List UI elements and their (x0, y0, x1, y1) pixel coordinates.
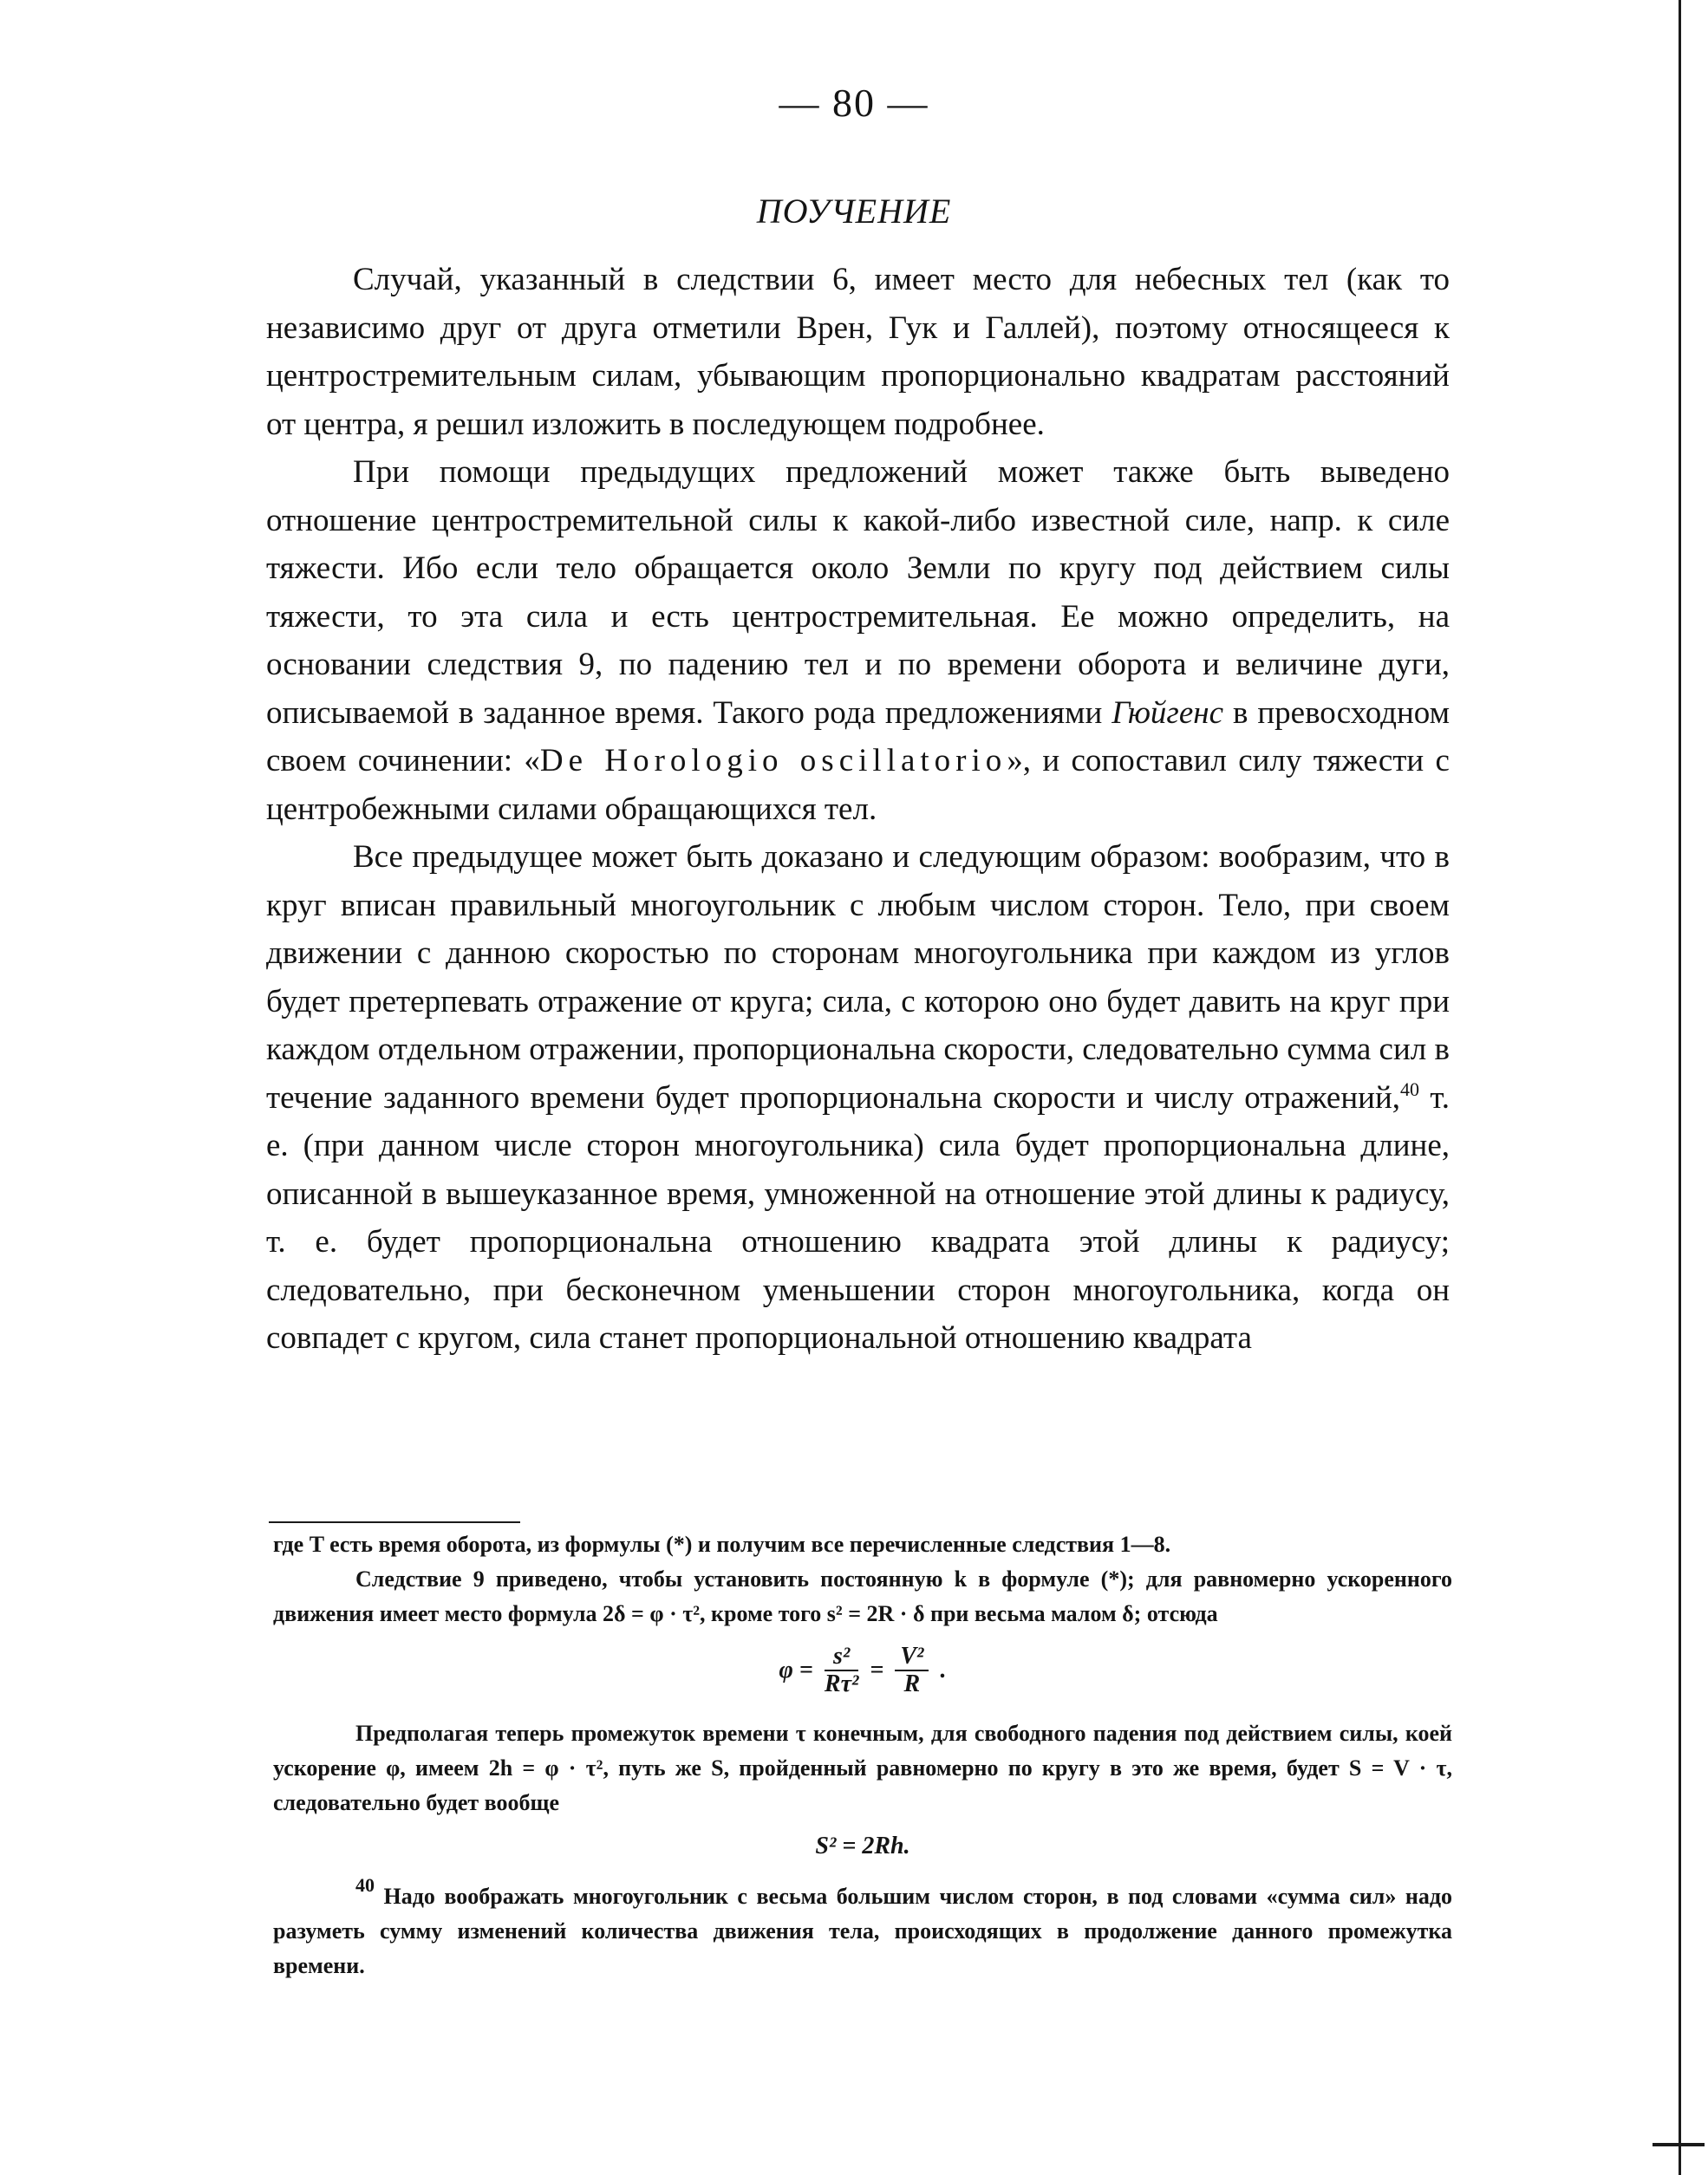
main-text (266, 256, 1450, 1363)
author-name: Гюйгенс (1112, 694, 1224, 731)
formula-phi-lhs: φ = (779, 1657, 813, 1683)
fraction-1 (825, 1644, 859, 1697)
paragraph-2-start: При помощи предыдущих предложений может также быть выведено отношение центростремительной силы к какой-либо известной силе, напр. к силе тяжести. Ибо если тело обращается около Земли по кругу под действием силы тяжести, то эта сила и есть центростремительная. Ее можно определить, на основании следствия 9, по падению тел и по времени оборота и величине дуги, описываемой в заданное время. Такого рода предложениями (266, 454, 1450, 731)
fraction-2 (895, 1644, 929, 1697)
paragraph-2 (266, 448, 1450, 833)
paragraph-2-mid: в превосходном своем сочинении: « (266, 694, 1450, 778)
fraction-2-denominator: R (903, 1670, 921, 1697)
fraction-1-numerator: s² (825, 1644, 859, 1671)
page-edge-line (1679, 0, 1681, 2175)
footnote-continuation: где T есть время оборота, из формулы (*) и получим все перечисленные следствия 1—8. (273, 1532, 1171, 1557)
formula-phi (273, 1644, 1452, 1697)
formula-s-squared: S² = 2Rh. (815, 1833, 910, 1859)
footnote-40-text: Надо воображать многоугольник с весьма большим числом сторон, в под словами «сумма сил» надо разуметь сумму изменений количества движения тела, происходящих в продолжение данного промежутка времени. (273, 1884, 1452, 1978)
paragraph-3-end: т. е. (при данном числе сторон многоугольника) сила будет пропорциональна длине, описанной в вышеуказанное время, умноженной на отношение этой длины к радиусу, т. е. будет пропорциональна отношению квадрата этой длины к радиусу; следовательно, при бесконечном уменьшении сторон многоугольника, когда он совпадет с кругом, сила станет пропорциональной отношению квадрата (266, 1079, 1450, 1356)
paragraph-3-start: Все предыдущее может быть доказано и следующим образом: вообразим, что в круг вписан правильный многоугольник с любым числом сторон. Тело, при своем движении с данною скоростью по сторонам многоугольника при каждом из углов будет претерпевать отражение от круга; сила, с которою оно будет давить на круг при каждом отдельном отражении, пропорциональна скорости, следовательно сумма сил в течение заданного времени будет пропорциональна скорости и числу отражений, (266, 839, 1450, 1116)
page-edge-tick (1653, 2143, 1705, 2146)
paragraph-2-end: », и сопоставил силу тяжести с центробежными силами обращающихся тел. (266, 743, 1450, 827)
fraction-1-denominator: Rτ² (824, 1670, 859, 1697)
footnotes (273, 1527, 1452, 1983)
section-title: ПОУЧЕНИЕ (756, 192, 952, 231)
footnote-free-fall: Предполагая теперь промежуток времени τ конечным, для свободного падения под действием силы, коей ускорение φ, имеем 2h = φ · τ², путь же S, пройденный равномерно по кругу в это же время, будет S = V · τ, следовательно будет вообще (273, 1721, 1452, 1815)
footnote-corollary-9: Следствие 9 приведено, чтобы установить постоянную k в формуле (*); для равномерно ускоренного движения имеет место формула 2δ = φ · τ², кроме того s² = 2R · δ при весьма малом δ; отсюда (273, 1566, 1452, 1626)
work-title: De Horologio oscillatorio (539, 743, 1007, 778)
footnote-40-number: 40 (355, 1874, 375, 1896)
formula-period: . (940, 1657, 947, 1683)
formula-equals: = (870, 1657, 884, 1683)
footnote-divider (269, 1521, 520, 1523)
page-number: — 80 — (779, 81, 929, 125)
paragraph-1: Случай, указанный в следствии 6, имеет место для небесных тел (как то независимо друг от друга отметили Врен, Гук и Галлей), поэтому относящееся к центростремительным силам, убывающим пропорционально квадратам расстояний от центра, я решил изложить в последующем подробнее. (266, 262, 1450, 442)
footnote-ref: 40 (1400, 1078, 1419, 1100)
fraction-2-numerator: V² (895, 1644, 929, 1671)
paragraph-3 (266, 833, 1450, 1363)
footnote-40 (273, 1874, 1452, 1983)
